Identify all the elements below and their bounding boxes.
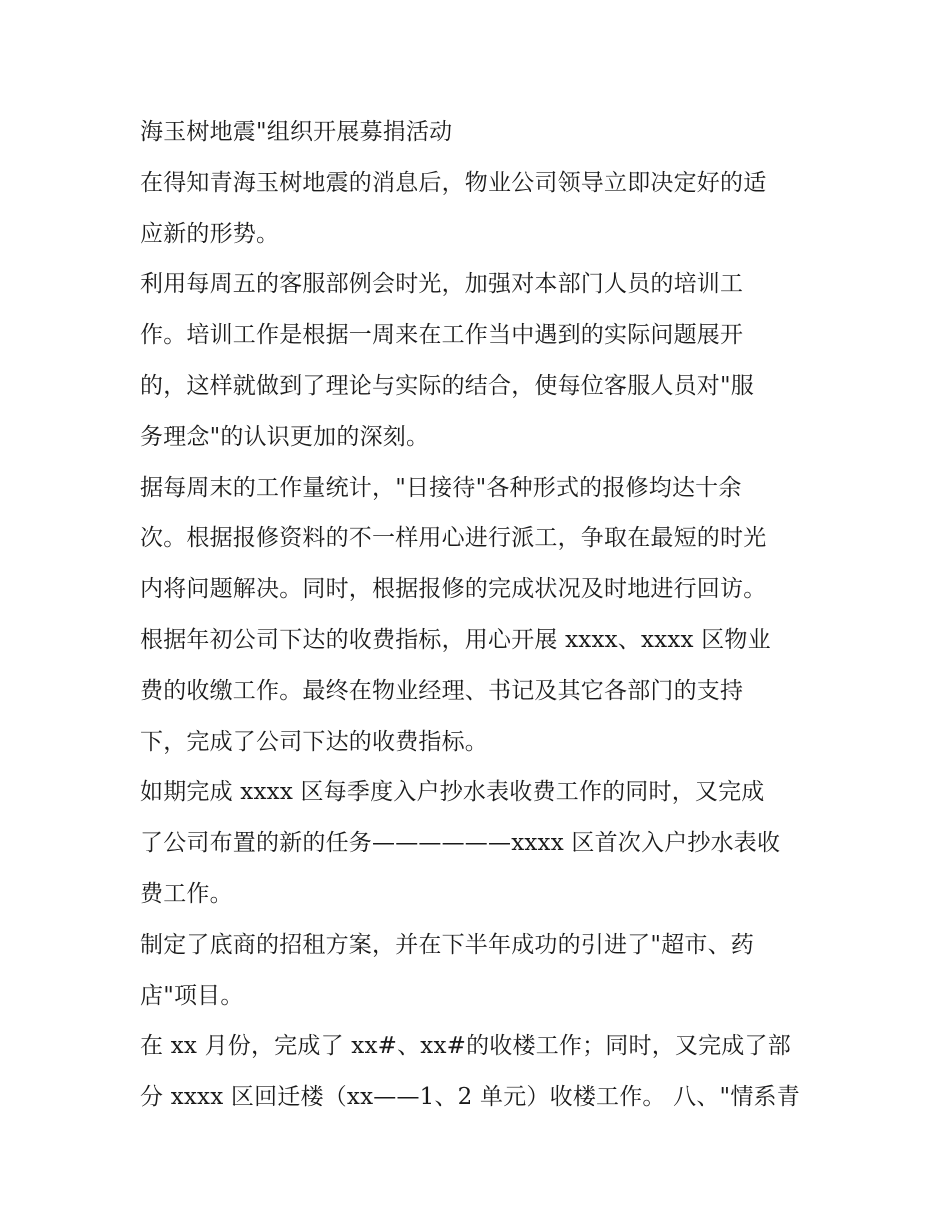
text-line: 下，完成了公司下达的收费指标。 xyxy=(140,728,488,755)
text-line: 利用每周五的客服部例会时光，加强对本部门人员的培训工 xyxy=(140,271,744,298)
text-line: 费工作。 xyxy=(140,880,233,907)
text-line: 海玉树地震"组织开展募捐活动 xyxy=(140,119,453,145)
text-line: 在得知青海玉树地震的消息后，物业公司领导立即决定好的适 xyxy=(140,169,767,196)
text-line: 分 xxxx 区回迁楼（xx——1、2 单元）收楼工作。 八、"情系青 xyxy=(140,1084,800,1111)
text-line: 费的收缴工作。最终在物业经理、书记及其它各部门的支持 xyxy=(140,677,744,704)
text-line: 的，这样就做到了理论与实际的结合，使每位客服人员对"服 xyxy=(140,372,754,399)
text-line: 据每周末的工作量统计，"日接待"各种形式的报修均达十余 xyxy=(140,474,742,501)
text-line: 店"项目。 xyxy=(140,982,244,1009)
text-line: 内将问题解决。同时，根据报修的完成状况及时地进行回访。 xyxy=(140,576,767,603)
text-line: 作。培训工作是根据一周来在工作当中遇到的实际问题展开 xyxy=(140,322,744,349)
text-line: 次。根据报修资料的不一样用心进行派工，争取在最短的时光 xyxy=(140,525,767,552)
text-line: 在 xx 月份，完成了 xx#、xx#的收楼工作；同时，又完成了部 xyxy=(140,1033,791,1060)
document-body xyxy=(140,107,820,1123)
text-line: 应新的形势。 xyxy=(140,220,280,247)
text-line: 了公司布置的新的任务——————xxxx 区首次入户抄水表收 xyxy=(140,830,781,857)
text-line: 根据年初公司下达的收费指标，用心开展 xxxx、xxxx 区物业 xyxy=(140,626,771,653)
text-line: 务理念"的认识更加的深刻。 xyxy=(140,423,430,450)
text-line: 制定了底商的招租方案，并在下半年成功的引进了"超市、药 xyxy=(140,931,754,958)
text-line: 如期完成 xxxx 区每季度入户抄水表收费工作的同时，又完成 xyxy=(140,779,765,806)
